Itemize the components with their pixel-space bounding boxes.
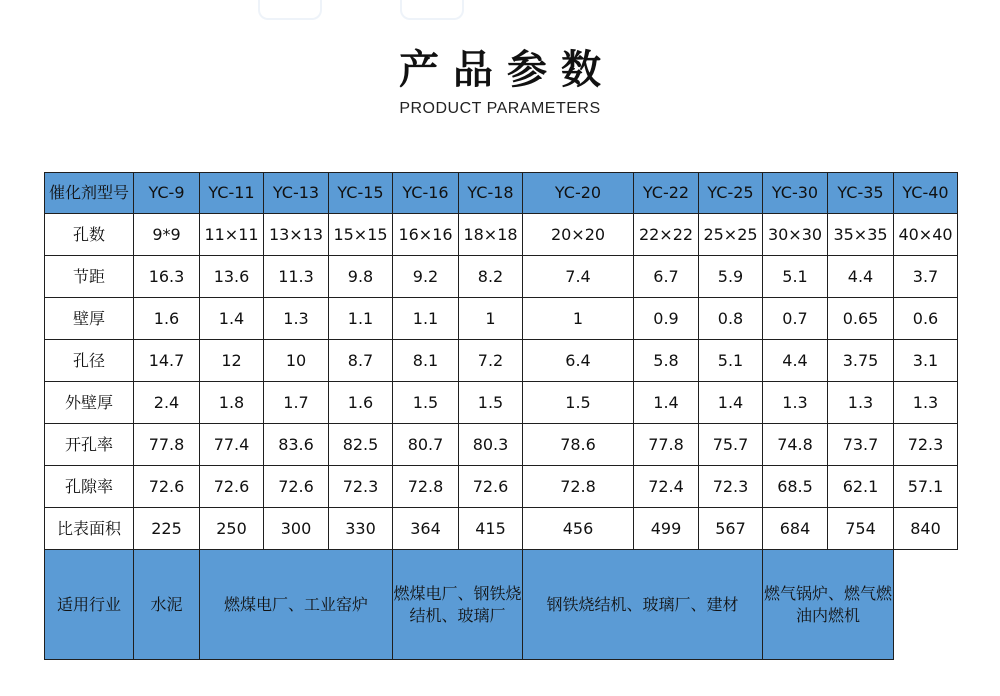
value-cell: 330 <box>329 508 393 550</box>
model-header-cell: YC-22 <box>634 173 699 214</box>
value-cell: 80.3 <box>459 424 523 466</box>
value-cell: 5.9 <box>699 256 763 298</box>
row-label-cell: 孔隙率 <box>45 466 134 508</box>
value-cell: 15×15 <box>329 214 393 256</box>
value-cell: 72.8 <box>393 466 459 508</box>
value-cell: 62.1 <box>828 466 894 508</box>
value-cell: 4.4 <box>763 340 828 382</box>
value-cell: 9.2 <box>393 256 459 298</box>
table-row <box>45 340 958 382</box>
value-cell: 11.3 <box>264 256 329 298</box>
value-cell: 30×30 <box>763 214 828 256</box>
table-row <box>45 466 958 508</box>
value-cell: 20×20 <box>523 214 634 256</box>
value-cell: 78.6 <box>523 424 634 466</box>
value-cell: 74.8 <box>763 424 828 466</box>
value-cell: 5.1 <box>763 256 828 298</box>
usage-group-cell: 钢铁烧结机、玻璃厂、建材 <box>523 550 763 660</box>
model-header-cell: YC-11 <box>200 173 264 214</box>
value-cell: 1.1 <box>393 298 459 340</box>
value-cell: 0.9 <box>634 298 699 340</box>
value-cell: 754 <box>828 508 894 550</box>
value-cell: 40×40 <box>894 214 958 256</box>
model-header-cell: YC-16 <box>393 173 459 214</box>
row-label-cell: 孔径 <box>45 340 134 382</box>
usage-group-cell: 燃煤电厂、钢铁烧结机、玻璃厂 <box>393 550 523 660</box>
value-cell: 77.4 <box>200 424 264 466</box>
value-cell: 9.8 <box>329 256 393 298</box>
value-cell: 6.7 <box>634 256 699 298</box>
value-cell: 35×35 <box>828 214 894 256</box>
value-cell: 1.5 <box>393 382 459 424</box>
value-cell: 300 <box>264 508 329 550</box>
value-cell: 225 <box>134 508 200 550</box>
value-cell: 72.3 <box>894 424 958 466</box>
value-cell: 1.1 <box>329 298 393 340</box>
value-cell: 75.7 <box>699 424 763 466</box>
model-header-cell: YC-20 <box>523 173 634 214</box>
decorative-icon-right <box>400 0 464 20</box>
usage-row <box>45 550 958 660</box>
value-cell: 415 <box>459 508 523 550</box>
value-cell: 25×25 <box>699 214 763 256</box>
value-cell: 840 <box>894 508 958 550</box>
model-header-cell: YC-35 <box>828 173 894 214</box>
usage-group-cell: 燃煤电厂、工业窑炉 <box>200 550 393 660</box>
value-cell: 77.8 <box>134 424 200 466</box>
row-label-cell: 节距 <box>45 256 134 298</box>
value-cell: 73.7 <box>828 424 894 466</box>
value-cell: 77.8 <box>634 424 699 466</box>
page-title: 产品参数 <box>399 47 615 93</box>
value-cell: 14.7 <box>134 340 200 382</box>
section-heading <box>0 46 1000 118</box>
row-label-cell: 开孔率 <box>45 424 134 466</box>
value-cell: 8.1 <box>393 340 459 382</box>
page-subtitle: PRODUCT PARAMETERS <box>399 100 601 117</box>
value-cell: 22×22 <box>634 214 699 256</box>
value-cell: 72.4 <box>634 466 699 508</box>
value-cell: 12 <box>200 340 264 382</box>
value-cell: 10 <box>264 340 329 382</box>
value-cell: 1.7 <box>264 382 329 424</box>
value-cell: 2.4 <box>134 382 200 424</box>
table-row <box>45 298 958 340</box>
value-cell: 82.5 <box>329 424 393 466</box>
value-cell: 57.1 <box>894 466 958 508</box>
value-cell: 72.3 <box>699 466 763 508</box>
table-row <box>45 424 958 466</box>
value-cell: 72.8 <box>523 466 634 508</box>
value-cell: 1.5 <box>459 382 523 424</box>
value-cell: 80.7 <box>393 424 459 466</box>
value-cell: 72.6 <box>134 466 200 508</box>
model-header-cell: YC-40 <box>894 173 958 214</box>
value-cell: 11×11 <box>200 214 264 256</box>
value-cell: 72.6 <box>200 466 264 508</box>
value-cell: 1 <box>459 298 523 340</box>
value-cell: 250 <box>200 508 264 550</box>
value-cell: 0.65 <box>828 298 894 340</box>
value-cell: 9*9 <box>134 214 200 256</box>
value-cell: 499 <box>634 508 699 550</box>
value-cell: 7.2 <box>459 340 523 382</box>
usage-group-cell: 燃气锅炉、燃气燃油内燃机 <box>763 550 894 660</box>
table-header-row <box>45 173 958 214</box>
value-cell: 364 <box>393 508 459 550</box>
row-label-cell: 比表面积 <box>45 508 134 550</box>
value-cell: 8.7 <box>329 340 393 382</box>
table-row <box>45 508 958 550</box>
value-cell: 16×16 <box>393 214 459 256</box>
usage-label-cell: 适用行业 <box>45 550 134 660</box>
value-cell: 16.3 <box>134 256 200 298</box>
value-cell: 567 <box>699 508 763 550</box>
table-row <box>45 382 958 424</box>
value-cell: 1.6 <box>329 382 393 424</box>
row-label-cell: 外壁厚 <box>45 382 134 424</box>
value-cell: 1.5 <box>523 382 634 424</box>
value-cell: 18×18 <box>459 214 523 256</box>
value-cell: 72.6 <box>459 466 523 508</box>
model-header-cell: YC-30 <box>763 173 828 214</box>
value-cell: 6.4 <box>523 340 634 382</box>
decorative-icon-left <box>258 0 322 20</box>
value-cell: 83.6 <box>264 424 329 466</box>
value-cell: 1.4 <box>200 298 264 340</box>
value-cell: 1.4 <box>634 382 699 424</box>
table-body <box>45 173 958 660</box>
value-cell: 1.3 <box>763 382 828 424</box>
value-cell: 1 <box>523 298 634 340</box>
table-row <box>45 256 958 298</box>
value-cell: 0.6 <box>894 298 958 340</box>
value-cell: 1.3 <box>264 298 329 340</box>
row-label-cell: 壁厚 <box>45 298 134 340</box>
value-cell: 5.1 <box>699 340 763 382</box>
value-cell: 7.4 <box>523 256 634 298</box>
model-header-cell: YC-9 <box>134 173 200 214</box>
value-cell: 0.8 <box>699 298 763 340</box>
value-cell: 3.75 <box>828 340 894 382</box>
value-cell: 13×13 <box>264 214 329 256</box>
value-cell: 13.6 <box>200 256 264 298</box>
value-cell: 684 <box>763 508 828 550</box>
product-parameters-table <box>44 172 958 660</box>
header-label-cell: 催化剂型号 <box>45 173 134 214</box>
value-cell: 1.3 <box>894 382 958 424</box>
row-label-cell: 孔数 <box>45 214 134 256</box>
model-header-cell: YC-15 <box>329 173 393 214</box>
value-cell: 0.7 <box>763 298 828 340</box>
value-cell: 5.8 <box>634 340 699 382</box>
value-cell: 1.4 <box>699 382 763 424</box>
model-header-cell: YC-25 <box>699 173 763 214</box>
value-cell: 4.4 <box>828 256 894 298</box>
table-row <box>45 214 958 256</box>
model-header-cell: YC-18 <box>459 173 523 214</box>
value-cell: 1.6 <box>134 298 200 340</box>
value-cell: 456 <box>523 508 634 550</box>
value-cell: 72.3 <box>329 466 393 508</box>
value-cell: 3.1 <box>894 340 958 382</box>
value-cell: 1.3 <box>828 382 894 424</box>
value-cell: 68.5 <box>763 466 828 508</box>
value-cell: 3.7 <box>894 256 958 298</box>
value-cell: 1.8 <box>200 382 264 424</box>
usage-group-cell: 水泥 <box>134 550 200 660</box>
model-header-cell: YC-13 <box>264 173 329 214</box>
value-cell: 8.2 <box>459 256 523 298</box>
value-cell: 72.6 <box>264 466 329 508</box>
